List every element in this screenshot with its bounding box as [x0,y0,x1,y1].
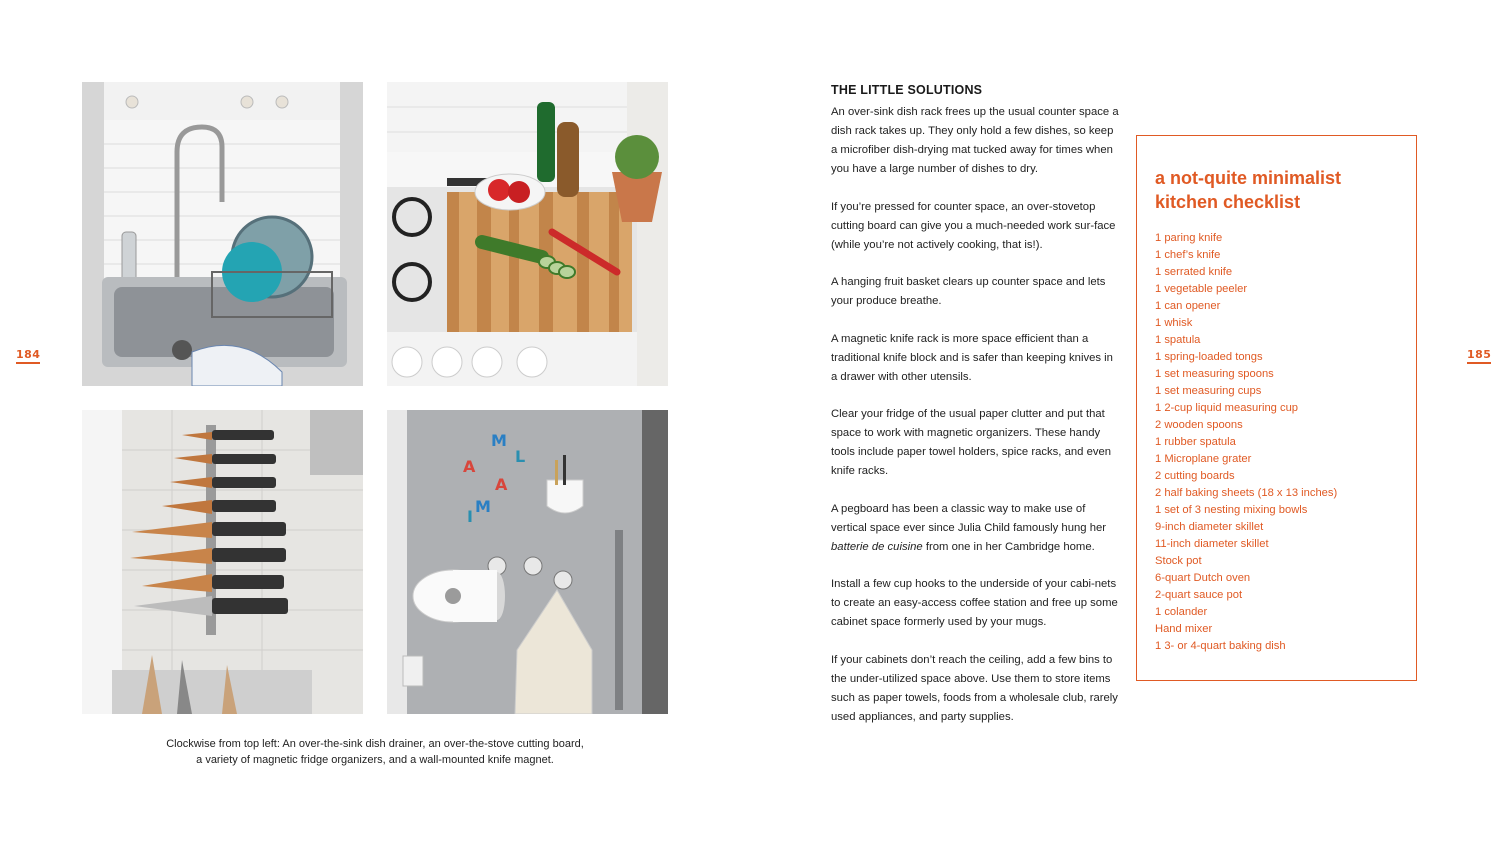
article-little-solutions [831,83,1121,745]
caption-line-2: a variety of magnetic fridge organizers, and a wall-mounted knife magnet. [196,753,554,766]
checklist-title [1155,166,1398,214]
checklist-item: 1 set of 3 nesting mixing bowls [1155,504,1308,516]
paragraph-dish-rack: An over-sink dish rack frees up the usual counter space a dish rack takes up. They only hold a few dishes, so keep a microfiber dish-drying mat tucked away for times when you have a large number of dishes to dry. [831,106,1119,175]
checklist-item: 1 vegetable peeler [1155,283,1248,295]
svg-text:A: A [463,457,476,476]
checklist-item: 1 can opener [1155,300,1221,312]
pegboard-text-emphasis: batterie de cuisine [831,540,923,553]
svg-text:M: M [475,497,491,516]
svg-text:I: I [467,507,473,526]
paragraph-fridge-organizers: Clear your fridge of the usual paper clutter and put that space to work with magnetic organizers. These handy tools include paper towel holders, spice racks, and even knife racks. [831,408,1112,477]
checklist-item: 1 spatula [1155,334,1201,346]
checklist-item: 1 rubber spatula [1155,436,1236,448]
checklist-item: 1 2-cup liquid measuring cup [1155,402,1299,414]
paragraph-fruit-basket: A hanging fruit basket clears up counter space and lets your produce breathe. [831,276,1106,307]
checklist-item: 1 Microplane grater [1155,453,1252,465]
svg-text:L: L [515,447,526,466]
pegboard-text-before: A pegboard has been a classic way to make use of vertical space ever since Julia Child famously hung her [831,502,1107,534]
checklist-item: 1 set measuring cups [1155,385,1262,397]
checklist-title-line-2: kitchen checklist [1155,192,1301,212]
checklist-items [1155,230,1398,655]
checklist-item: 1 chef’s knife [1155,249,1221,261]
checklist-item: 1 paring knife [1155,232,1223,244]
checklist-item: 1 spring-loaded tongs [1155,351,1263,363]
paragraph-knife-rack: A magnetic knife rack is more space efficient than a traditional knife block and is safer than keeping knives in a drawer with other utensils. [831,332,1113,383]
pegboard-text-after: from one in her Cambridge home. [922,540,1095,553]
photo-caption [82,737,668,768]
photo-stove-cutting-board [387,82,668,386]
paragraph-bins: If your cabinets don’t reach the ceiling, add a few bins to the under-utilized space above. Use them to store items such as paper towels, foods from a wholesale club, rarely used appliances, and party supplies. [831,653,1118,723]
checklist-item: 2 wooden spoons [1155,419,1243,431]
checklist-item: 2 cutting boards [1155,470,1235,482]
svg-text:M: M [491,431,507,450]
checklist-item: 9-inch diameter skillet [1155,521,1264,533]
checklist-item: Hand mixer [1155,623,1213,635]
paragraph-cup-hooks: Install a few cup hooks to the underside of your cabi-nets to create an easy-access coffee station and free up some cabinet space formerly used by your mugs. [831,578,1118,628]
paragraph-cutting-board: If you’re pressed for counter space, an over-stovetop cutting board can give you a much-needed work sur-face (while you’re not actively cooking, that is!). [831,200,1116,251]
checklist-item: 1 whisk [1155,317,1193,329]
svg-text:A: A [495,475,508,494]
checklist-item: 1 set measuring spoons [1155,368,1274,380]
photo-knife-magnet [82,410,363,714]
page-number-right: 185 [1467,348,1491,364]
checklist-item: 2 half baking sheets (18 x 13 inches) [1155,487,1338,499]
kitchen-checklist-box [1136,135,1417,681]
paragraph-pegboard [831,500,1121,557]
checklist-item: 2-quart sauce pot [1155,589,1243,601]
checklist-item: 1 serrated knife [1155,266,1233,278]
photo-fridge-organizers [387,410,668,714]
checklist-item: 11-inch diameter skillet [1155,538,1269,550]
checklist-item: Stock pot [1155,555,1202,567]
checklist-item: 1 3- or 4-quart baking dish [1155,640,1286,652]
article-heading: THE LITTLE SOLUTIONS [831,83,983,97]
caption-line-1: Clockwise from top left: An over-the-sink dish drainer, an over-the-stove cutting board, [166,738,584,750]
checklist-item: 6-quart Dutch oven [1155,572,1251,584]
photo-dish-drainer [82,82,363,386]
checklist-item: 1 colander [1155,606,1208,618]
checklist-title-line-1: a not-quite minimalist [1155,168,1342,188]
page-number-left: 184 [16,348,40,364]
